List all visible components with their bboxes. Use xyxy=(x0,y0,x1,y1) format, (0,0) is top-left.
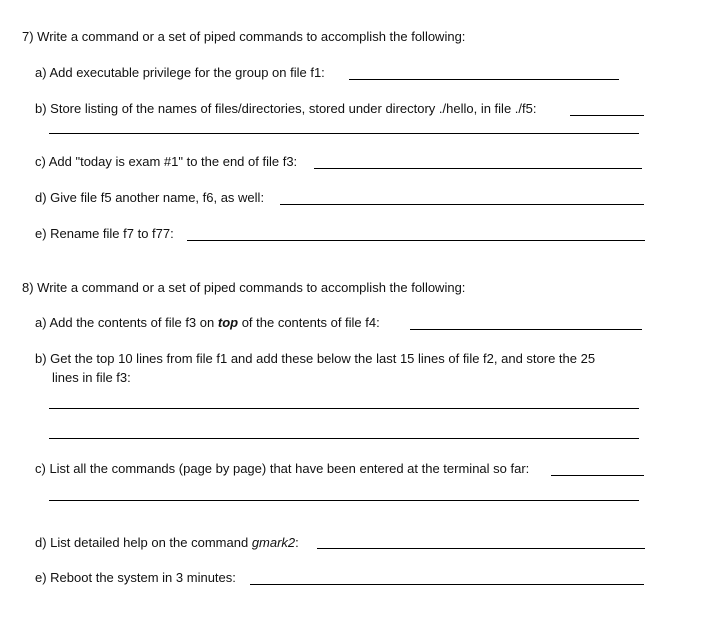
q8b-answer-line-1[interactable] xyxy=(49,408,639,409)
q8b-prompt-line1: b) Get the top 10 lines from file f1 and add these below the last 15 lines of file f2, and store the 25 xyxy=(35,351,596,366)
q8a-text-after: of the contents of file f4: xyxy=(238,315,380,330)
q8d-emphasis: gmark2 xyxy=(251,535,296,550)
q8a-emphasis: top xyxy=(217,315,239,330)
q7c-prompt: c) Add "today is exam #1" to the end of file f3: xyxy=(35,154,298,169)
q7c-answer-line[interactable] xyxy=(314,168,642,169)
q8c-answer-line[interactable] xyxy=(551,475,644,476)
q7a-answer-line[interactable] xyxy=(349,79,619,80)
q8e-answer-line[interactable] xyxy=(250,584,644,585)
q8a-answer-line[interactable] xyxy=(410,329,642,330)
q8a-prompt xyxy=(35,315,380,331)
q8a-text-before: a) Add the contents of file f3 on xyxy=(35,315,218,330)
q7d-answer-line[interactable] xyxy=(280,204,644,205)
q8c-answer-line-2[interactable] xyxy=(49,500,639,501)
q8d-text-before: d) List detailed help on the command xyxy=(35,535,252,550)
q8c-prompt: c) List all the commands (page by page) that have been entered at the terminal so far: xyxy=(35,461,530,476)
q7b-prompt: b) Store listing of the names of files/directories, stored under directory ./hello, in file ./f5: xyxy=(35,101,537,116)
q8b-prompt-line2: lines in file f3: xyxy=(52,370,131,385)
q7b-answer-line-2[interactable] xyxy=(49,133,639,134)
q8-heading: 8) Write a command or a set of piped commands to accomplish the following: xyxy=(22,280,466,295)
q8d-answer-line[interactable] xyxy=(317,548,645,549)
q8b-answer-line-2[interactable] xyxy=(49,438,639,439)
q7a-prompt: a) Add executable privilege for the group on file f1: xyxy=(35,65,325,80)
q7d-prompt: d) Give file f5 another name, f6, as well: xyxy=(35,190,265,205)
q8e-prompt: e) Reboot the system in 3 minutes: xyxy=(35,570,236,585)
q7e-answer-line[interactable] xyxy=(187,240,645,241)
q8d-text-after: : xyxy=(295,535,299,550)
q7-heading: 7) Write a command or a set of piped commands to accomplish the following: xyxy=(22,29,466,44)
q7e-prompt: e) Rename file f7 to f77: xyxy=(35,226,174,241)
q7b-answer-line[interactable] xyxy=(570,115,644,116)
q8d-prompt xyxy=(35,535,299,551)
